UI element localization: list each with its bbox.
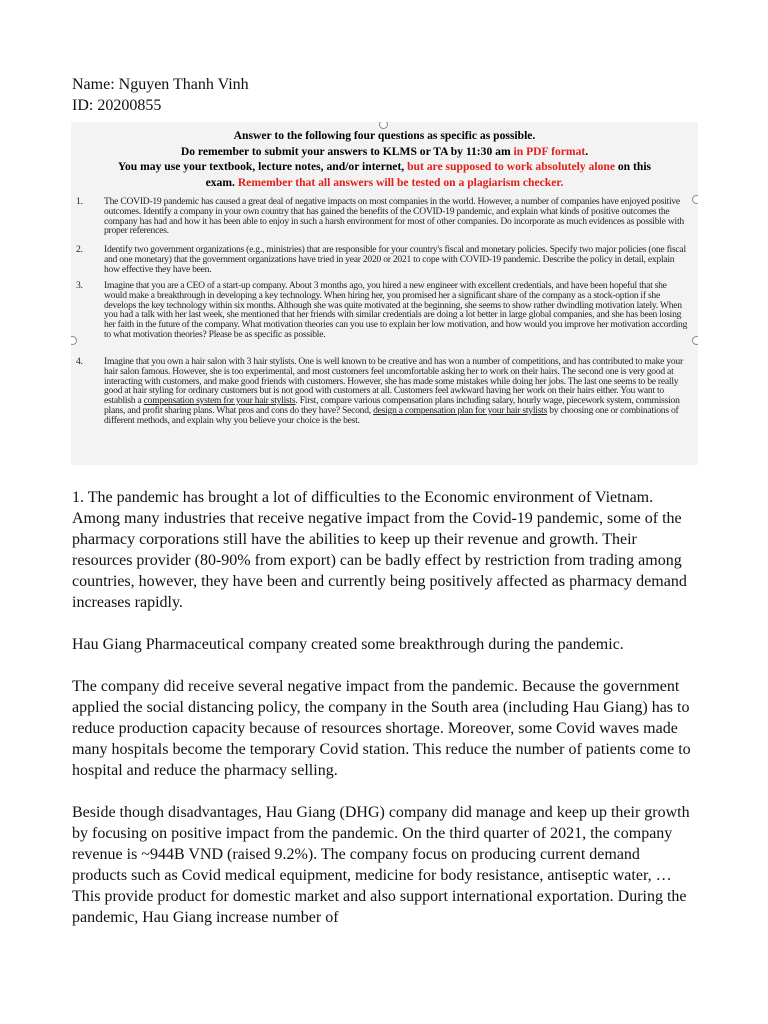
answer-paragraph: Beside though disadvantages, Hau Giang (DHG) company did manage and keep up their growth by focusing on positive impact from the pandemic. On the third quarter of 2021, the company revenue is ~944B VND (raised 9.2%). The company focus on producing current demand products such as Covid medical equipment, medicine for body resistance, antiseptic water, … This provide product for domestic market and also support international exportation. During the pandemic, Hau Giang increase number of [72,804,690,926]
instruction-line-4 [71,175,698,191]
student-name: Name: Nguyen Thanh Vinh [72,76,249,93]
instruction-line-3 [71,159,698,175]
instruction-line-4-text: exam. [205,175,238,189]
resize-handle-right-middle[interactable] [692,336,698,345]
instruction-line-1: Answer to the following four questions as specific as possible. [233,129,536,142]
instruction-line-2-end: . [585,144,589,158]
student-info [72,74,249,116]
answer-paragraph: The company did receive several negative impact from the pandemic. Because the government applied the social distancing policy, the company in the South area (including Hau Giang) has to reduce production capacity because of resources shortage. Moreover, some Covid waves made many hospitals become the temporary Covid station. This reduce the number of patients come to hospital and reduce the pharmacy selling. [72,678,691,779]
student-id: ID: 20200855 [72,97,162,114]
answer-paragraph: 1. The pandemic has brought a lot of difficulties to the Economic environment of Vietnam. Among many industries that receive negative impact from the Covid-19 pandemic, some of the pharmacy corporations still have the abilities to keep up their revenue and growth. Their resources provider (80-90% from export) can be badly effect by restriction from trading among countries, however, they have been and currently being positively affected as pharmacy demand increases rapidly. [72,489,687,611]
question-item [76,197,688,236]
question-text [104,357,688,426]
question-text-underlined: compensation system for your hair stylists [143,395,296,407]
question-item [76,357,688,426]
instruction-line-3-text: You may use your textbook, lecture notes, and/or internet, [117,160,408,173]
instruction-line-4-red: Remember that all answers will be tested on a plagiarism checker. [237,175,564,189]
instruction-line-3-end: on this [614,160,652,173]
instruction-line-3-red: but are supposed to work absolutely alone [407,160,615,173]
question-text: The COVID-19 pandemic has caused a great deal of negative impacts on most companies in the world. However, a number of companies have enjoyed positive outcomes. Identify a company in your own country that has gained the benefits of the COVID-19 pandemic, and explain what kinds of positive outcomes the company has had and how it has been able to enjoy in such a harsh environment for most of other companies. Do incorporate as much evidences as possible with proper references. [104,196,684,237]
instruction-line-2-red: in PDF format [513,144,586,158]
answer-paragraph: Hau Giang Pharmaceutical company created some breakthrough during the pandemic. [72,636,624,653]
answer-body [72,487,698,949]
instruction-line-2 [71,144,698,160]
question-item [76,245,688,274]
resize-handle-right-top[interactable] [692,195,698,204]
question-text-underlined: design a compensation plan for your hair stylists [373,404,548,416]
question-text-part: by choosing one or combinations of different methods, and explain why you believe your choice is the best. [104,404,679,426]
question-item [76,281,688,340]
question-number: 3. [76,280,83,291]
question-number: 4. [76,356,83,367]
question-number: 2. [76,244,83,255]
question-text: Imagine that you are a CEO of a start-up company. About 3 months ago, you hired a new engineer with excellent credentials, and have been hopeful that she would make a breakthrough in developing a key technology. When hiring her, you promised her a significant share of the company as a stock-option if she develops the key technology within six months. Although she was quite motivated at the beginning, she seems to show rather dwindling motivation lately. When you had a talk with her last week, she mentioned that her friends with similar credentials are doing a lot better in large global companies, and she has been losing her faith in the future of the company. What motivation theories can you use to explain her low motivation, and how would you improve her motivation according to what motivation theories? Please be as specific as possible. [104,280,688,340]
assignment-instructions [71,122,698,190]
question-text-part: . First, compare various compensation plans including salary, hourly wage, piecework system, commission plans, and profit sharing plans. What pros and cons do they have? Second, [104,395,680,416]
question-number: 1. [76,196,83,207]
question-text-part: Imagine that you own a hair salon with 3 hair stylists. One is well known to be creative and has won a number of competitions, and has contributed to make your hair salon famous. However, she is too experimental, and most customers feel uncomfortable asking her to work on their hairs. The second one is very good at interacting with customers, and make good friends with customers. However, she has made some mistakes while doing her jobs. The last one seems to be really good at hair styling for ordinary customers but is not good with customers at all. Customers feel awkward having her work on their hairs either. You want to establish a [104,356,683,407]
assignment-image[interactable] [71,122,698,465]
instruction-line-2-text: Do remember to submit your answers to KLMS or TA by 11:30 am [180,144,514,158]
question-text: Identify two government organizations (e.g., ministries) that are responsible for your country's fiscal and monetary policies. Specify two major policies (one fiscal and one monetary) that the government organizations have tried in year 2020 or 2021 to cope with COVID-19 pandemic. Describe the policy in detail, explain how effective they have been. [104,244,686,275]
